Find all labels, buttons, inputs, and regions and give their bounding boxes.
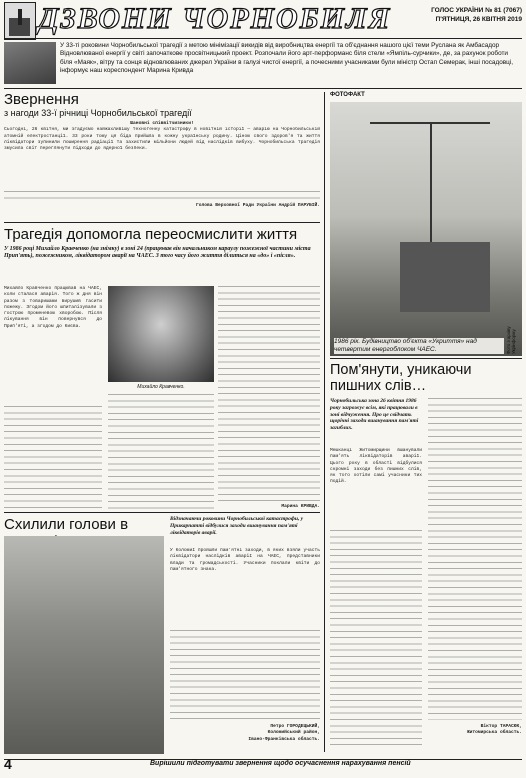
masthead-rule <box>4 38 522 39</box>
remember-title: Пом'янути, уникаючи пишних слів… <box>330 362 472 394</box>
prayer-photo <box>4 536 164 754</box>
remember-col2 <box>428 398 522 720</box>
intro-photo <box>4 42 56 84</box>
ventilation-stack-icon <box>18 9 22 25</box>
remember-col1-continued <box>330 530 422 748</box>
tragedy-author: Марина КРИВДА. <box>281 504 320 509</box>
prayer-author-district: Коломийський район, <box>267 730 320 736</box>
issue-info <box>431 6 522 24</box>
photo-rule <box>330 358 522 359</box>
appeal-subtitle: з нагоди 33-ї річниці Чорнобильської трагедії <box>4 108 192 118</box>
remember-author-region: Житомирська область. <box>466 730 522 736</box>
tragedy-title: Трагедія допомогла переосмислити життя <box>4 226 298 243</box>
chernobyl-logo <box>4 2 36 40</box>
prayer-author <box>170 724 320 743</box>
photo-credit: Фото з архіву Укрінформу <box>506 326 516 354</box>
prayer-body-continued <box>170 630 320 724</box>
appeal-body: Сьогодні, 26 квітня, ми згадуємо найжахливішу техногенну катастрофу в новітній історії — аварію на Чорнобильській атомній електростанції. 33 роки тому ця біда прийшла в кожну українську родину. Ціною свого здоров'я та життя ліквідатори зупинили поширення радіації та захистили мільйони людей від наслідків вибуху. Чорнобильська трагедія змусила світ переглянути підходи до ядерної безпеки. <box>4 127 320 152</box>
crane-jib <box>370 122 490 124</box>
appeal-body-continued <box>4 191 320 203</box>
prayer-body: У Коломиї пройшли пам'ятні заходи, в яких взяли участь ліквідатори наслідків аварії на ЧАЕС, представники влади та громадськості. Учасники поклали квіти до пам'ятного знака. <box>170 548 320 572</box>
appeal-rule <box>4 222 320 223</box>
photo-caption: 1986 рік. Будівництво об'єкта «Укриття» над четвертим енергоблоком ЧАЕС. <box>334 338 504 354</box>
remember-col1: Мешканці Житомирщини вшанували пам'ять ліквідаторів аварії. Цього року в області відбулися скромні заходи без пишних слів, як того хотіли самі учасники тих подій. <box>330 448 422 485</box>
prayer-author-region: Івано-Франківська область. <box>248 736 320 742</box>
tragedy-col3 <box>218 286 320 504</box>
tragedy-rule <box>4 512 320 513</box>
footer-headline: Вирішили підготувати звернення щодо осучаснення нарахування пенсій <box>150 760 411 767</box>
remember-author <box>428 724 522 737</box>
prayer-author-name: Петро ГОРОДЕЦЬКИЙ, <box>270 724 320 729</box>
intro-rule <box>4 88 522 89</box>
masthead-title: ДЗВОНИ ЧОРНОБИЛЯ <box>38 2 392 35</box>
tragedy-col2 <box>108 394 214 510</box>
tragedy-lead: У 1986 році Михайло Кравченко (на знімку) в зоні 24 (працював він начальником караулу пожежної частини міста Прип'ять), пожежником, ліквідатором аварії на ЧАЕС. З того часу його життя ділиться на «до» і «після». <box>4 246 311 260</box>
remember-lead: Чорнобильська зона 26 квітня 1986 року загрожує всім, які працювали в зоні відчуження. Про це свідчать щорічні заходи вшанування пам'яті загиблих. <box>330 398 419 432</box>
tragedy-col1-continued <box>4 406 102 510</box>
appeal-greeting: Шановні співвітчизники! <box>130 121 194 126</box>
intro-text: У 33-ті роковини Чорнобильської трагедії з метою мінімізації викидів від виробництва енергії та об'єднання нашого цієї теми Руслана як Амбасадор Відновлюваної енергії у світі започаткове просвітницький проект. Розпочали його арт-перформанс біля стели «Ямпіль-сурчики», де, за рахунок роботи біля «Маяк», вітру та сонця відновлюваних джерел України в галузі чистої енергії, а почесними учасниками були міністр Остап Семерак, інші посадовці, інформує наш кореспондент Марина Кривда <box>60 42 513 75</box>
column-divider <box>324 92 325 752</box>
appeal-title: Звернення <box>4 91 79 108</box>
appeal-article <box>4 92 320 210</box>
issue-date: П'ЯТНИЦЯ, 26 КВІТНЯ 2019 <box>435 16 522 23</box>
prayer-title: Схилили голови в <box>4 516 129 533</box>
page-number: 4 <box>4 756 12 772</box>
prayer-lead: Відзначаючи роковини Чорнобильської катастрофи, у Прикарпатті відбулися заходи вшанування пам'яті ліквідаторів аварії. <box>170 516 304 536</box>
tragedy-col1: Михайло Кравченко працював на ЧАЕС, коли сталася аварія. Того ж дня він разом з товаришами вирушив гасити пожежу. Згодом його шпиталізували з гострою променевою хворобою. Після лікування він повернувся до Прип'яті, а згодом до Києва. <box>4 286 102 329</box>
photo-fact-label: ФОТОФАКТ <box>330 92 365 98</box>
kravchenko-photo <box>108 286 214 382</box>
remember-author-name: Віктор ТАРАСЮК, <box>480 724 522 729</box>
sarcophagus-photo <box>330 102 522 356</box>
appeal-signature: Голова Верховної Ради України Андрій ПАРУБІЙ. <box>195 203 320 209</box>
reactor-block <box>400 242 490 312</box>
issue-number: ГОЛОС УКРАЇНИ № 81 (7067) <box>431 7 522 14</box>
kravchenko-caption: Михайло Кравченко. <box>137 384 185 390</box>
